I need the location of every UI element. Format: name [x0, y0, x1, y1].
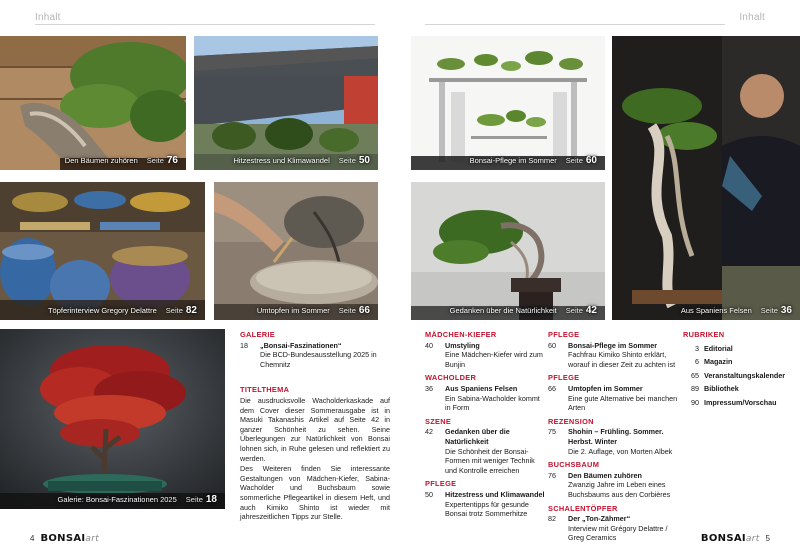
running-header-left: Inhalt [35, 12, 61, 23]
footer-left [30, 533, 99, 544]
toc-entry-description: Expertentipps für gesunde Bonsai trotz Sommerhitze [445, 499, 529, 519]
photo-caption [48, 305, 197, 316]
rubrik-label: Veranstaltungskalender [704, 370, 786, 380]
caption-label: Aus Spaniens Felsen [680, 306, 752, 315]
toc-entry-title: Umtopfen im Sommer [568, 383, 643, 393]
photo-caption [233, 155, 370, 166]
toc-entry-title: Der „Ton-Zähmer“ [568, 514, 631, 524]
photo-galerie[interactable] [0, 329, 225, 509]
caption-page-word: Seite [760, 306, 778, 315]
toc-column-left [240, 330, 390, 522]
pine-bonsai-image [411, 182, 605, 320]
rubrik-entry[interactable] [683, 357, 785, 367]
toc-column-3 [548, 330, 678, 543]
section-heading: SCHALENTÖPFER [548, 503, 618, 513]
rubrik-entry[interactable] [683, 384, 785, 394]
rubrik-page-number: 3 [695, 343, 699, 353]
logo-text: BONSAI [700, 533, 746, 544]
rubrik-entry[interactable] [683, 344, 785, 354]
photo-umtopfen[interactable] [214, 182, 378, 320]
footer-right [701, 533, 770, 544]
section-heading-rubriken: RUBRIKEN [683, 330, 725, 339]
photo-caption [65, 155, 178, 166]
toc-page-number: 82 [548, 514, 556, 524]
rubrik-entry[interactable] [683, 398, 785, 408]
caption-page-number: 60 [585, 155, 597, 166]
toc-entry-description: Die 2. Auflage, von Morten Albek [568, 446, 673, 456]
toc-entry[interactable] [425, 490, 545, 519]
toc-entry-text [260, 341, 390, 370]
rubriken-list [683, 344, 785, 408]
toc-entry-title: Hitzestress und Klimawandel [445, 489, 545, 499]
rubrik-label: Editorial [704, 343, 733, 353]
caption-label: Den Bäumen zuhören [64, 156, 138, 165]
caption-page-word: Seite [338, 306, 356, 315]
photo-caption [470, 155, 597, 166]
toc-page-number: 36 [425, 383, 433, 393]
toc-entry-text [568, 471, 678, 500]
toc-page-number: 60 [548, 340, 556, 350]
section-heading: PFLEGE [548, 330, 580, 339]
toc-page-number: 50 [425, 489, 433, 499]
caption-page-word: Seite [146, 156, 164, 165]
shade-net-image [194, 36, 378, 170]
toc-entry[interactable] [548, 384, 678, 413]
toc-entry-title: Aus Spaniens Felsen [445, 383, 518, 393]
toc-entry-description: Die BCD-Bundesausstellung 2025 in Chemnitz [260, 350, 377, 369]
titelthema-text: Die ausdrucksvolle Wacholderkaskade auf dem Cover dieser Sommerausgabe ist in Masuki Takanashis Artikel auf Seite 42 in ganzer Schönheit zu sehen. Seine Überlegungen zur Natürlichkeit von Bonsai lohnen sich, in Ruhe gelesen und reflektiert zu werden. [240, 395, 390, 463]
caption-page-number: 66 [358, 305, 370, 316]
caption-label: Bonsai-Pflege im Sommer [469, 156, 557, 165]
section-heading: BUCHSBAUM [548, 460, 600, 470]
caption-label: Hitzestress und Klimawandel [233, 156, 330, 165]
rubrik-page-number: 90 [691, 397, 699, 407]
toc-page-number: 75 [548, 427, 556, 437]
toc-entry-title: Shohin – Frühling. Sommer. Herbst. Winter [568, 427, 664, 446]
toc-entry[interactable] [548, 427, 678, 456]
toc-entry-text [568, 427, 678, 456]
caption-label: Töpferinterview Gregory Delattre [47, 306, 157, 315]
section-heading: SZENE [425, 416, 452, 426]
magazine-logo-left [40, 533, 99, 544]
toc-entry-description: Zwanzig Jahre im Leben eines Buchsbaums aus den Corbières [568, 480, 671, 499]
photo-caption [681, 305, 792, 316]
section-heading: PFLEGE [548, 373, 580, 383]
toc-entry-text [445, 490, 545, 519]
toc-entry[interactable] [548, 341, 678, 370]
rubrik-page-number: 89 [691, 384, 699, 394]
header-rule-left [35, 24, 375, 25]
toc-entry[interactable] [425, 427, 545, 475]
caption-page-word: Seite [165, 306, 183, 315]
toc-entry-title: Den Bäumen zuhören [568, 470, 642, 480]
toc-page-number: 40 [425, 340, 433, 350]
photo-toepferinterview[interactable] [0, 182, 205, 320]
photo-bonsai-pflege-sommer[interactable] [411, 36, 605, 170]
repotting-image [214, 182, 378, 320]
toc-entry-title: Umstyling [445, 340, 480, 350]
shelf-illustration [411, 36, 605, 170]
caption-page-number: 82 [185, 305, 197, 316]
toc-entry-description: Interview mit Grégory Delattre / Greg Ceramics [568, 523, 668, 543]
toc-entry-title: „Bonsai-Faszinationen“ [260, 340, 342, 350]
photo-natuerlichkeit[interactable] [411, 182, 605, 320]
buchsbaum-image [0, 36, 186, 170]
photo-den-baeumen-zuhoeren[interactable] [0, 36, 186, 170]
section-heading: PFLEGE [425, 479, 457, 489]
toc-entry-text [445, 384, 545, 413]
caption-page-number: 42 [585, 305, 597, 316]
toc-entry[interactable] [548, 471, 678, 500]
magazine-logo-right [701, 533, 760, 544]
toc-entry-description: Ein Sabina-Wacholder kommt in Form [445, 393, 540, 413]
section-heading-galerie: GALERIE [240, 330, 275, 339]
ceramic-pots-image [0, 182, 205, 320]
caption-page-word: Seite [338, 156, 356, 165]
header-rule-right [425, 24, 725, 25]
photo-aus-spaniens-felsen[interactable] [612, 36, 800, 320]
toc-entry-text [568, 341, 678, 370]
photo-hitzestress[interactable] [194, 36, 378, 170]
toc-entry-description: Eine Mädchen-Kiefer wird zum Bunjin [445, 350, 543, 369]
page-number-right: 5 [765, 534, 770, 543]
section-heading: WACHOLDER [425, 373, 477, 383]
toc-entry-description: Die Schönheit der Bonsai-Formen mit weniger Technik und Kontrolle erreichen [445, 446, 535, 475]
titelthema-text-2: Des Weiteren finden Sie interessante Gestaltungen von Mädchen-Kiefer, Sabina-Wacholder und Buchsbaum sowie sommerliche Pflegeartikel in diesem Heft, und auch Kimiko Shinto ist wieder mit jahreszeitlichen Tipps zur Stelle. [240, 464, 390, 522]
toc-column-2 [425, 330, 545, 519]
caption-page-number: 50 [358, 155, 370, 166]
toc-entry-galerie[interactable] [240, 341, 390, 370]
toc-entry[interactable] [425, 341, 545, 370]
photo-caption [450, 305, 597, 316]
caption-label: Gedanken über die Natürlichkeit [449, 306, 557, 315]
toc-rubriken [683, 330, 785, 408]
section-heading: REZENSION [548, 416, 594, 426]
rubrik-page-number: 6 [695, 357, 699, 367]
section-heading-titelthema: TITELTHEMA [240, 385, 290, 395]
toc-page-number: 66 [548, 383, 556, 393]
page-number-left: 4 [30, 534, 35, 543]
juniper-styling-image [612, 36, 800, 320]
toc-entry-text [568, 384, 678, 413]
photo-caption [257, 305, 370, 316]
toc-page-number: 18 [240, 340, 248, 350]
toc-entry[interactable] [425, 384, 545, 413]
toc-entry-description: Fachfrau Kimiko Shinto erklärt, worauf in dieser Zeit zu achten ist [568, 350, 676, 369]
rubrik-label: Bibliothek [704, 384, 739, 394]
caption-page-word: Seite [565, 156, 583, 165]
caption-page-word: Seite [565, 306, 583, 315]
toc-entry[interactable] [548, 514, 678, 543]
toc-page-number: 76 [548, 470, 556, 480]
toc-entry-description: Eine gute Alternative bei manchen Arten [568, 393, 678, 413]
photo-caption [58, 494, 217, 505]
maple-bonsai-image [0, 329, 225, 509]
toc-entry-text [445, 427, 545, 475]
caption-page-word: Seite [185, 495, 203, 504]
caption-label: Galerie: Bonsai-Faszinationen 2025 [57, 495, 177, 504]
rubrik-page-number: 65 [691, 370, 699, 380]
toc-entry-text [568, 514, 678, 543]
caption-page-number: 18 [205, 494, 217, 505]
toc-entry-title: Gedanken über die Natürlichkeit [445, 427, 510, 446]
toc-entry-title: Bonsai-Pflege im Sommer [568, 340, 658, 350]
caption-label: Umtopfen im Sommer [256, 306, 330, 315]
toc-page-number: 42 [425, 427, 433, 437]
running-header-right: Inhalt [739, 12, 765, 23]
rubrik-label: Impressum/Vorschau [704, 397, 777, 407]
toc-entry-text [445, 341, 545, 370]
rubrik-entry[interactable] [683, 371, 785, 381]
caption-page-number: 36 [780, 305, 792, 316]
rubrik-label: Magazin [704, 357, 733, 367]
logo-suffix: art [85, 534, 100, 544]
section-heading: MÄDCHEN-KIEFER [425, 330, 497, 339]
logo-suffix: art [745, 534, 760, 544]
caption-page-number: 76 [166, 155, 178, 166]
logo-text: BONSAI [40, 533, 86, 544]
